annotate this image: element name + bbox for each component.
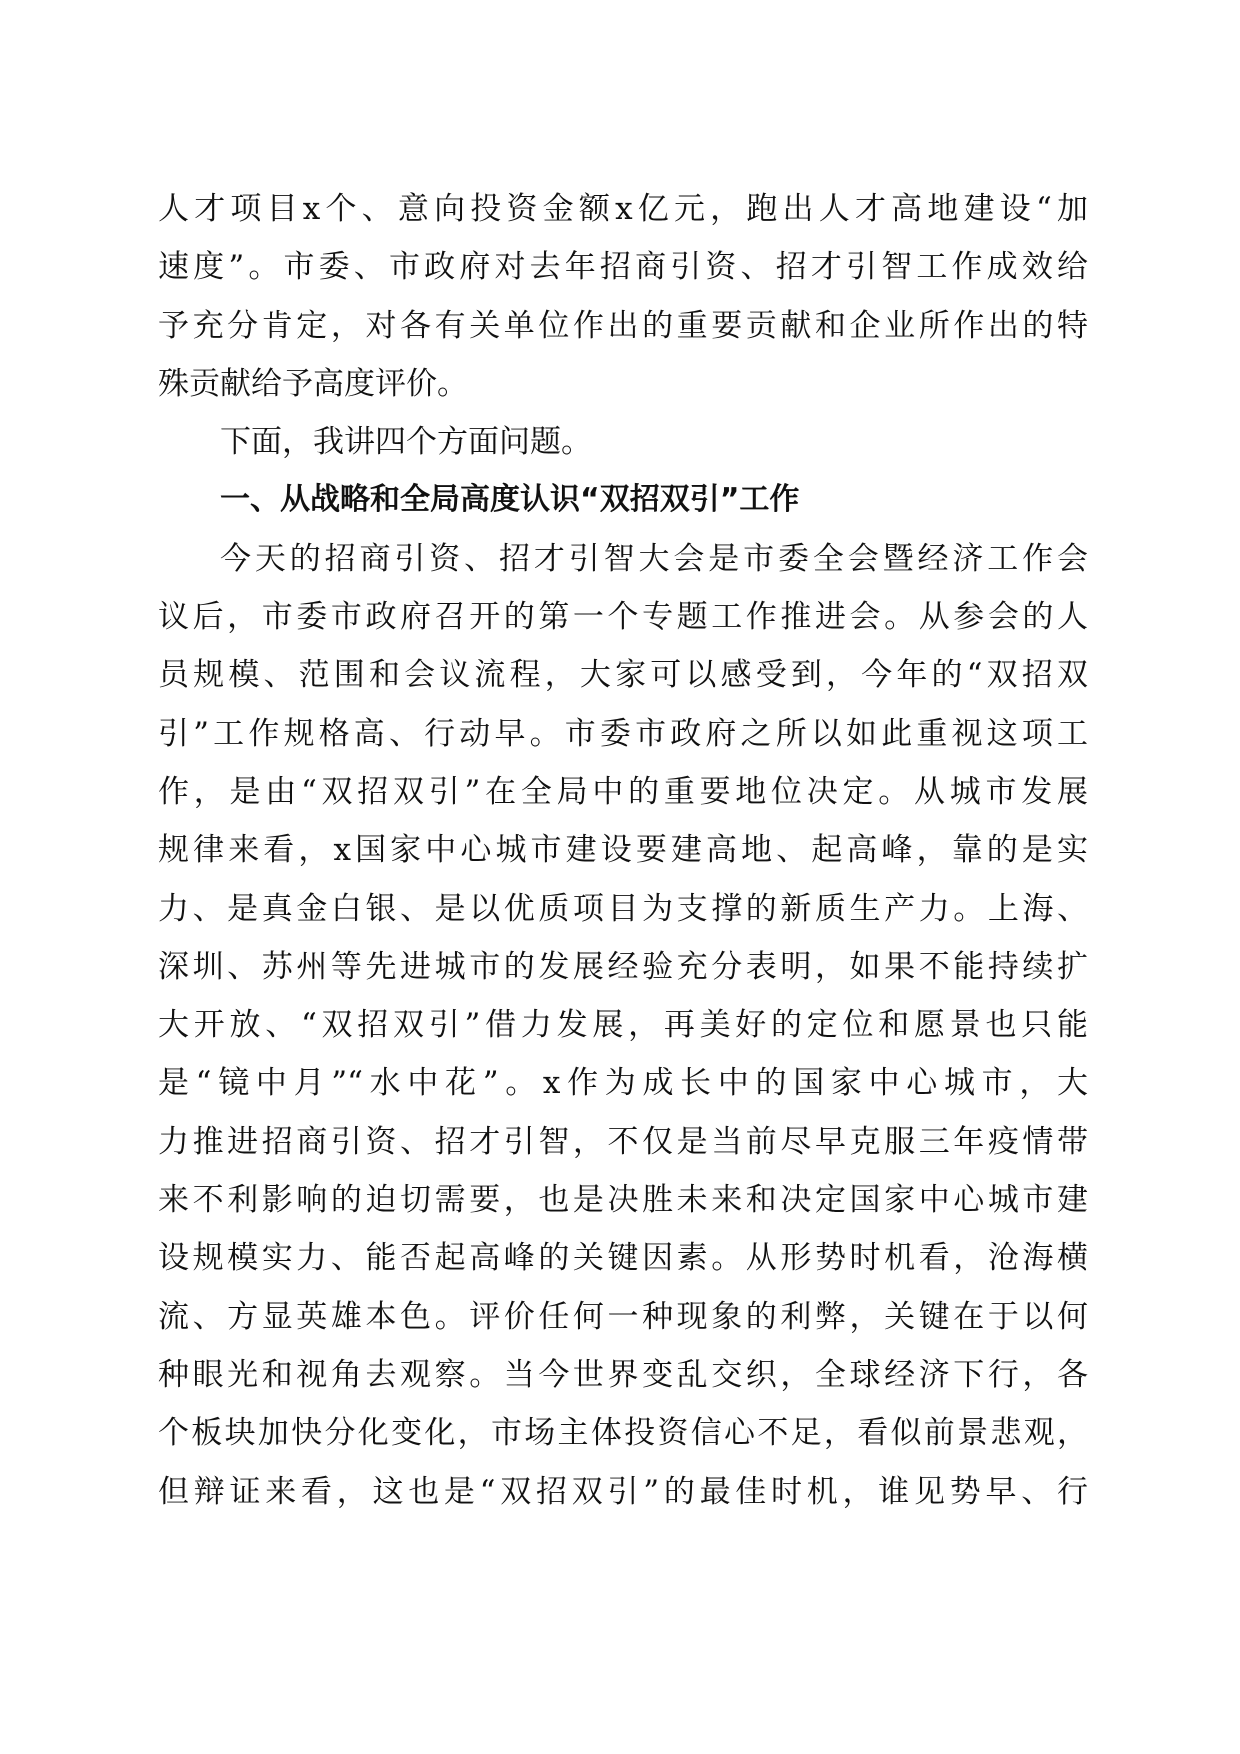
body-line: 今天的招商引资、招才引智大会是市委全会暨经济工作会 xyxy=(220,540,1088,577)
body-line: 力推进招商引资、招才引智，不仅是当前尽早克服三年疫情带 xyxy=(158,1123,1088,1160)
body-line: 个板块加快分化变化，市场主体投资信心不足，看似前景悲观， xyxy=(158,1415,1088,1452)
body-line: 规律来看，x国家中心城市建设要建高地、起高峰，靠的是实 xyxy=(158,832,1088,869)
body-line: 员规模、范围和会议流程，大家可以感受到，今年的“双招双 xyxy=(158,657,1088,694)
body-line: 力、是真金白银、是以优质项目为支撑的新质生产力。上海、 xyxy=(158,890,1088,927)
body-line: 设规模实力、能否起高峰的关键因素。从形势时机看，沧海横 xyxy=(158,1240,1088,1277)
body-line: 引”工作规格高、行动早。市委市政府之所以如此重视这项工 xyxy=(158,715,1088,752)
body-line: 大开放、“双招双引”借力发展，再美好的定位和愿景也只能 xyxy=(158,1007,1088,1044)
document-page xyxy=(158,180,1088,1521)
body-line: 下面，我讲四个方面问题。 xyxy=(220,424,592,461)
body-line: 深圳、苏州等先进城市的发展经验充分表明，如果不能持续扩 xyxy=(158,948,1088,985)
section-heading: 一、从战略和全局高度认识“双招双引”工作 xyxy=(220,482,800,518)
body-line: 但辩证来看，这也是“双招双引”的最佳时机，谁见势早、行 xyxy=(158,1473,1088,1510)
body-line: 流、方显英雄本色。评价任何一种现象的利弊，关键在于以何 xyxy=(158,1298,1088,1335)
body-line: 是“镜中月”“水中花”。x作为成长中的国家中心城市，大 xyxy=(158,1065,1088,1102)
body-line: 人才项目x个、意向投资金额x亿元，跑出人才高地建设“加 xyxy=(158,191,1088,227)
body-line: 来不利影响的迫切需要，也是决胜未来和决定国家中心城市建 xyxy=(158,1182,1088,1219)
body-line: 议后，市委市政府召开的第一个专题工作推进会。从参会的人 xyxy=(158,599,1088,636)
body-line: 殊贡献给予高度评价。 xyxy=(158,365,468,402)
body-line: 予充分肯定，对各有关单位作出的重要贡献和企业所作出的特 xyxy=(158,307,1088,344)
body-line: 作，是由“双招双引”在全局中的重要地位决定。从城市发展 xyxy=(158,773,1088,810)
body-line: 种眼光和视角去观察。当今世界变乱交织，全球经济下行，各 xyxy=(158,1356,1088,1393)
body-line: 速度”。市委、市政府对去年招商引资、招才引智工作成效给 xyxy=(158,249,1088,286)
